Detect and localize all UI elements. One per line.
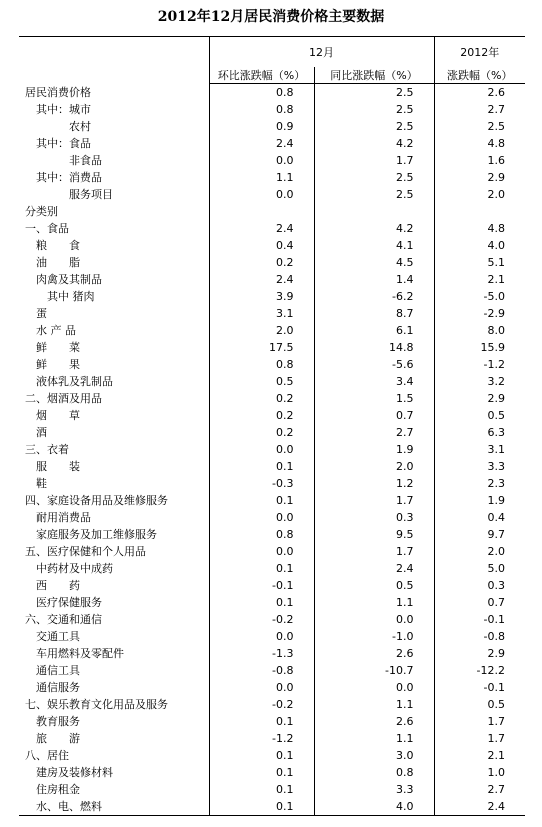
row-label: 油 脂: [25, 256, 80, 269]
yoy-value: 2.5: [314, 84, 434, 102]
ytd-value: 0.5: [434, 696, 525, 713]
mom-value: 0.0: [209, 441, 314, 458]
row-label: 三、衣着: [25, 443, 69, 456]
table-row: [19, 271, 525, 288]
table-row: [19, 118, 525, 135]
ytd-value: 2.6: [434, 84, 525, 102]
ytd-value: [434, 203, 525, 220]
mom-value: 3.9: [209, 288, 314, 305]
row-label: 西 药: [25, 579, 80, 592]
row-label: 其中 猪肉: [25, 290, 95, 303]
yoy-value: 0.0: [314, 611, 434, 628]
mom-value: 1.1: [209, 169, 314, 186]
row-label: 旅 游: [25, 732, 80, 745]
row-label: 鲜 菜: [25, 341, 80, 354]
row-label: 八、居住: [25, 749, 69, 762]
mom-value: 2.0: [209, 322, 314, 339]
mom-value: 0.1: [209, 781, 314, 798]
table-row: [19, 696, 525, 713]
table-row: [19, 424, 525, 441]
row-label: 非食品: [25, 154, 102, 167]
row-label: 耐用消费品: [25, 511, 91, 524]
mom-value: 0.5: [209, 373, 314, 390]
row-label: 建房及装修材料: [25, 766, 113, 779]
row-label: 鲜 果: [25, 358, 80, 371]
yoy-value: 2.4: [314, 560, 434, 577]
yoy-value: 1.1: [314, 594, 434, 611]
ytd-value: -0.8: [434, 628, 525, 645]
ytd-value: 1.9: [434, 492, 525, 509]
table-row: [19, 764, 525, 781]
mom-value: 0.1: [209, 560, 314, 577]
ytd-value: 0.4: [434, 509, 525, 526]
ytd-value: 2.9: [434, 390, 525, 407]
table-row: [19, 322, 525, 339]
table-row: [19, 577, 525, 594]
table-row: [19, 135, 525, 152]
table-row: [19, 611, 525, 628]
mom-value: 2.4: [209, 135, 314, 152]
yoy-value: 2.5: [314, 118, 434, 135]
yoy-value: 2.7: [314, 424, 434, 441]
ytd-value: 2.3: [434, 475, 525, 492]
mom-value: 0.1: [209, 764, 314, 781]
row-label: 车用燃料及零配件: [25, 647, 124, 660]
ytd-value: -0.1: [434, 611, 525, 628]
ytd-value: 5.0: [434, 560, 525, 577]
row-label: 住房租金: [25, 783, 80, 796]
yoy-value: 1.7: [314, 152, 434, 169]
row-label: 交通工具: [25, 630, 80, 643]
page-title: 2012年12月居民消费价格主要数据: [157, 9, 385, 25]
mom-value: 0.0: [209, 509, 314, 526]
yoy-value: 4.0: [314, 798, 434, 816]
yoy-value: -6.2: [314, 288, 434, 305]
table-row: [19, 101, 525, 118]
yoy-value: 2.6: [314, 645, 434, 662]
ytd-value: 0.3: [434, 577, 525, 594]
ytd-value: 0.5: [434, 407, 525, 424]
ytd-value: 4.8: [434, 220, 525, 237]
yoy-value: 4.2: [314, 135, 434, 152]
table-row: [19, 407, 525, 424]
yoy-value: 0.3: [314, 509, 434, 526]
table-row: [19, 152, 525, 169]
yoy-value: 3.4: [314, 373, 434, 390]
table-body: [19, 84, 525, 816]
ytd-value: -12.2: [434, 662, 525, 679]
ytd-value: 2.7: [434, 101, 525, 118]
table-row: [19, 356, 525, 373]
table-row: [19, 305, 525, 322]
yoy-value: 1.1: [314, 696, 434, 713]
mom-value: -1.2: [209, 730, 314, 747]
row-label: 二、烟酒及用品: [25, 392, 102, 405]
mom-value: 0.4: [209, 237, 314, 254]
mom-value: 0.0: [209, 543, 314, 560]
ytd-value: 15.9: [434, 339, 525, 356]
table-row: [19, 662, 525, 679]
table-row: [19, 169, 525, 186]
mom-value: 0.1: [209, 798, 314, 816]
mom-value: 0.0: [209, 679, 314, 696]
yoy-value: 0.5: [314, 577, 434, 594]
yoy-value: 4.1: [314, 237, 434, 254]
table-row: [19, 713, 525, 730]
row-label: 烟 草: [25, 409, 80, 422]
row-label: 教育服务: [25, 715, 80, 728]
row-label: 肉禽及其制品: [25, 273, 102, 286]
yoy-value: 0.7: [314, 407, 434, 424]
header-mom: 环比涨跌幅（%）: [209, 67, 314, 84]
ytd-value: 2.1: [434, 271, 525, 288]
mom-value: 0.1: [209, 713, 314, 730]
ytd-value: 4.8: [434, 135, 525, 152]
row-label: 七、娱乐教育文化用品及服务: [25, 698, 168, 711]
mom-value: 2.4: [209, 220, 314, 237]
yoy-value: 4.2: [314, 220, 434, 237]
header-year-group: 2012年: [434, 37, 525, 68]
ytd-value: 2.9: [434, 645, 525, 662]
ytd-value: 2.5: [434, 118, 525, 135]
mom-value: -0.3: [209, 475, 314, 492]
yoy-value: 8.7: [314, 305, 434, 322]
mom-value: 0.0: [209, 628, 314, 645]
mom-value: -0.2: [209, 611, 314, 628]
yoy-value: 2.6: [314, 713, 434, 730]
mom-value: 17.5: [209, 339, 314, 356]
yoy-value: 1.5: [314, 390, 434, 407]
row-label: 水、电、燃料: [19, 798, 209, 816]
ytd-value: -0.1: [434, 679, 525, 696]
table-row: [19, 526, 525, 543]
row-label: 服务项目: [25, 188, 113, 201]
mom-value: -0.1: [209, 577, 314, 594]
ytd-value: 9.7: [434, 526, 525, 543]
mom-value: 0.2: [209, 407, 314, 424]
ytd-value: 1.6: [434, 152, 525, 169]
row-label: 医疗保健服务: [25, 596, 102, 609]
header-blank-cell: [19, 37, 209, 84]
mom-value: 0.2: [209, 254, 314, 271]
ytd-value: 2.0: [434, 186, 525, 203]
row-label: 四、家庭设备用品及维修服务: [25, 494, 168, 507]
yoy-value: 2.5: [314, 101, 434, 118]
mom-value: 0.8: [209, 356, 314, 373]
yoy-value: -5.6: [314, 356, 434, 373]
row-label: 一、食品: [25, 222, 69, 235]
mom-value: -1.3: [209, 645, 314, 662]
table-row: [19, 475, 525, 492]
table-row: [19, 186, 525, 203]
mom-value: 0.1: [209, 458, 314, 475]
yoy-value: 1.7: [314, 543, 434, 560]
yoy-value: 14.8: [314, 339, 434, 356]
ytd-value: 1.7: [434, 730, 525, 747]
row-label: 鞋: [25, 477, 47, 490]
mom-value: -0.2: [209, 696, 314, 713]
row-label: 居民消费价格: [25, 85, 91, 99]
mom-value: 0.1: [209, 594, 314, 611]
table-row: [19, 339, 525, 356]
yoy-value: 1.2: [314, 475, 434, 492]
ytd-value: 2.4: [434, 798, 525, 816]
mom-value: 2.4: [209, 271, 314, 288]
row-label: 分类别: [25, 205, 58, 218]
row-label: 服 装: [25, 460, 80, 473]
table-row: [19, 594, 525, 611]
table-row: [19, 730, 525, 747]
yoy-value: [314, 203, 434, 220]
row-label: 其中：消费品: [25, 171, 102, 184]
table-row: [19, 798, 525, 816]
yoy-value: 0.8: [314, 764, 434, 781]
table-row: [19, 781, 525, 798]
ytd-value: -2.9: [434, 305, 525, 322]
row-label: 中药材及中成药: [25, 562, 113, 575]
row-label: 酒: [25, 426, 47, 439]
row-label: 通信工具: [25, 664, 80, 677]
mom-value: 0.8: [209, 526, 314, 543]
table-row: [19, 645, 525, 662]
row-label: 家庭服务及加工维修服务: [25, 528, 157, 541]
mom-value: 0.1: [209, 747, 314, 764]
mom-value: 0.0: [209, 152, 314, 169]
mom-value: 0.0: [209, 186, 314, 203]
yoy-value: 2.0: [314, 458, 434, 475]
mom-value: -0.8: [209, 662, 314, 679]
table-row: [19, 254, 525, 271]
ytd-value: 1.0: [434, 764, 525, 781]
ytd-value: -1.2: [434, 356, 525, 373]
row-label: 液体乳及乳制品: [25, 375, 113, 388]
table-row: [19, 390, 525, 407]
mom-value: [209, 203, 314, 220]
ytd-value: 0.7: [434, 594, 525, 611]
yoy-value: -1.0: [314, 628, 434, 645]
ytd-value: 2.7: [434, 781, 525, 798]
mom-value: 0.2: [209, 424, 314, 441]
ytd-value: -5.0: [434, 288, 525, 305]
yoy-value: 1.7: [314, 492, 434, 509]
row-label: 水 产 品: [25, 324, 76, 337]
yoy-value: 1.4: [314, 271, 434, 288]
table-row: [19, 560, 525, 577]
table-row: [19, 747, 525, 764]
header-yoy: 同比涨跌幅（%）: [314, 67, 434, 84]
ytd-value: 3.1: [434, 441, 525, 458]
mom-value: 0.9: [209, 118, 314, 135]
mom-value: 3.1: [209, 305, 314, 322]
row-label: 农村: [25, 120, 91, 133]
ytd-value: 4.0: [434, 237, 525, 254]
mom-value: 0.8: [209, 101, 314, 118]
table-row: [19, 441, 525, 458]
ytd-value: 2.1: [434, 747, 525, 764]
table-row: [19, 84, 525, 102]
mom-value: 0.8: [209, 84, 314, 102]
row-label: 通信服务: [25, 681, 80, 694]
table-row: [19, 509, 525, 526]
table-row: [19, 458, 525, 475]
yoy-value: 1.1: [314, 730, 434, 747]
yoy-value: -10.7: [314, 662, 434, 679]
yoy-value: 4.5: [314, 254, 434, 271]
row-label: 五、医疗保健和个人用品: [25, 545, 146, 558]
yoy-value: 1.9: [314, 441, 434, 458]
yoy-value: 0.0: [314, 679, 434, 696]
ytd-value: 2.0: [434, 543, 525, 560]
row-label: 粮 食: [25, 239, 80, 252]
yoy-value: 3.0: [314, 747, 434, 764]
table-row: [19, 628, 525, 645]
ytd-value: 8.0: [434, 322, 525, 339]
table-row: [19, 288, 525, 305]
mom-value: 0.1: [209, 492, 314, 509]
table-row: [19, 203, 525, 220]
yoy-value: 9.5: [314, 526, 434, 543]
table-row: [19, 237, 525, 254]
header-ytd: 涨跌幅（%）: [434, 67, 525, 84]
table-row: [19, 543, 525, 560]
table-row: [19, 373, 525, 390]
yoy-value: 2.5: [314, 186, 434, 203]
table-row: [19, 679, 525, 696]
ytd-value: 6.3: [434, 424, 525, 441]
ytd-value: 3.3: [434, 458, 525, 475]
row-label: 六、交通和通信: [25, 613, 102, 626]
yoy-value: 3.3: [314, 781, 434, 798]
ytd-value: 2.9: [434, 169, 525, 186]
mom-value: 0.2: [209, 390, 314, 407]
row-label: 蛋: [25, 307, 47, 320]
table-row: [19, 220, 525, 237]
ytd-value: 1.7: [434, 713, 525, 730]
table-row: [19, 492, 525, 509]
row-label: 其中：食品: [25, 137, 91, 150]
ytd-value: 5.1: [434, 254, 525, 271]
header-month-group: 12月: [209, 37, 434, 68]
row-label: 其中：城市: [25, 103, 91, 116]
yoy-value: 2.5: [314, 169, 434, 186]
yoy-value: 6.1: [314, 322, 434, 339]
ytd-value: 3.2: [434, 373, 525, 390]
cpi-data-table: [19, 36, 525, 816]
